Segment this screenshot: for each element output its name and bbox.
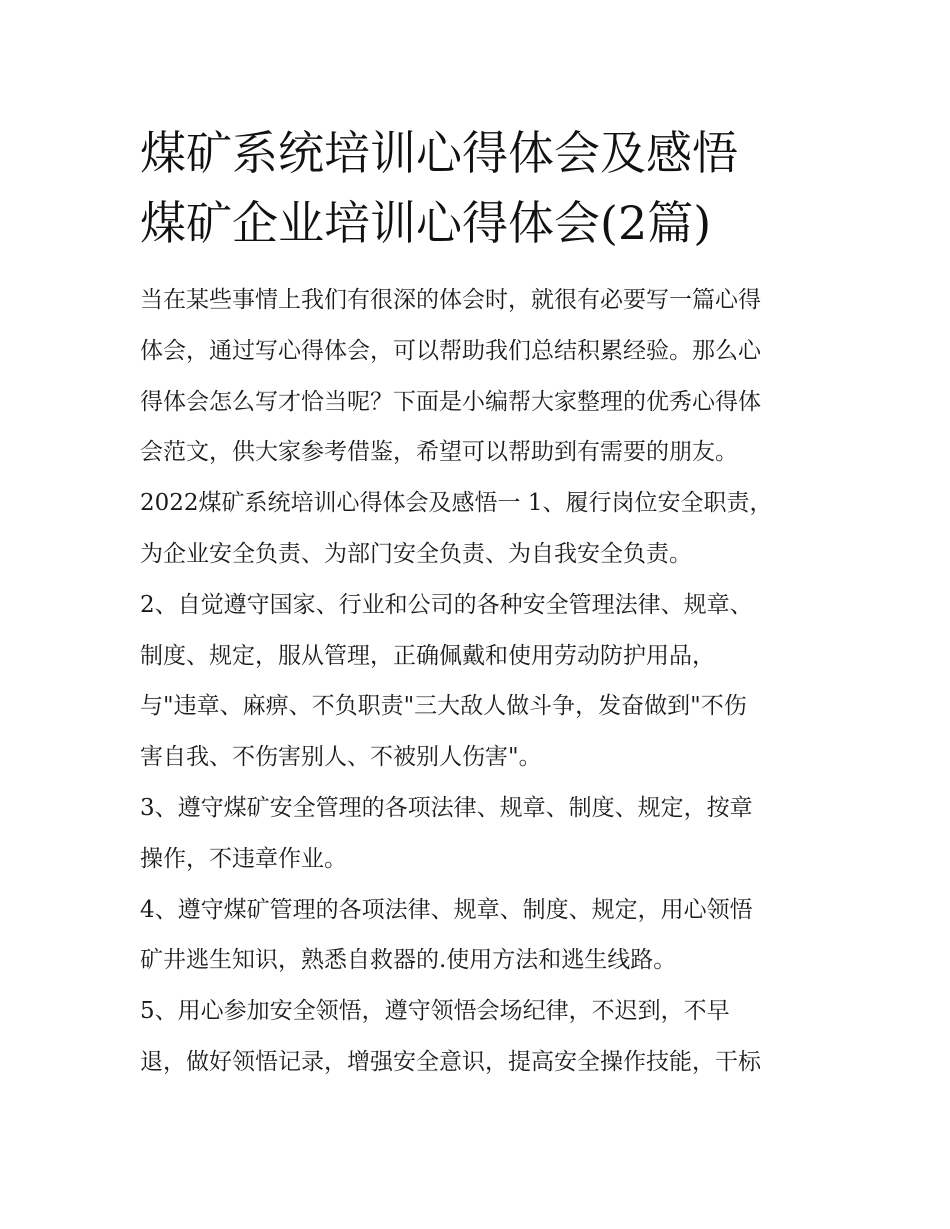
body-line: 害自我、不伤害别人、不被别人伤害"。 [140,744,542,771]
body-line: 为企业安全负责、为部门安全负责、为自我安全负责。 [140,540,692,567]
body-line: 矿井逃生知识，熟悉自救器的.使用方法和逃生线路。 [140,947,677,974]
body-line: 操作，不违章作业。 [140,845,347,872]
body-line: 4、遵守煤矿管理的各项法律、规章、制度、规定，用心领悟 [140,896,753,923]
body-line: 2、自觉遵守国家、行业和公司的各种安全管理法律、规章、 [140,591,753,618]
body-line: 3、遵守煤矿安全管理的各项法律、规章、制度、规定，按章 [140,794,753,821]
body-line: 5、用心参加安全领悟，遵守领悟会场纪律，不迟到，不早 [140,998,730,1025]
body-line: 退，做好领悟记录，增强安全意识，提高安全操作技能，干标 [140,1048,761,1075]
title-line-1: 煤矿系统培训心得体会及感悟 [140,126,738,180]
body-line: 会范文，供大家参考借鉴，希望可以帮助到有需要的朋友。 [140,439,738,466]
body-line: 得体会怎么写才恰当呢？下面是小编帮大家整理的优秀心得体 [140,388,761,415]
body-line: 2022煤矿系统培训心得体会及感悟一 1、履行岗位安全职责， [140,490,773,517]
body-line: 当在某些事情上我们有很深的体会时，就很有必要写一篇心得 [140,287,761,313]
body-line: 制度、规定，服从管理，正确佩戴和使用劳动防护用品， [140,642,715,669]
document-body [140,280,830,1093]
title-line-2: 煤矿企业培训心得体会(2篇) [140,196,712,250]
body-line: 与"违章、麻痹、不负职责"三大敌人做斗争，发奋做到"不伤 [140,693,747,720]
body-line: 体会，通过写心得体会，可以帮助我们总结积累经验。那么心 [140,337,761,364]
document-title [140,118,840,258]
